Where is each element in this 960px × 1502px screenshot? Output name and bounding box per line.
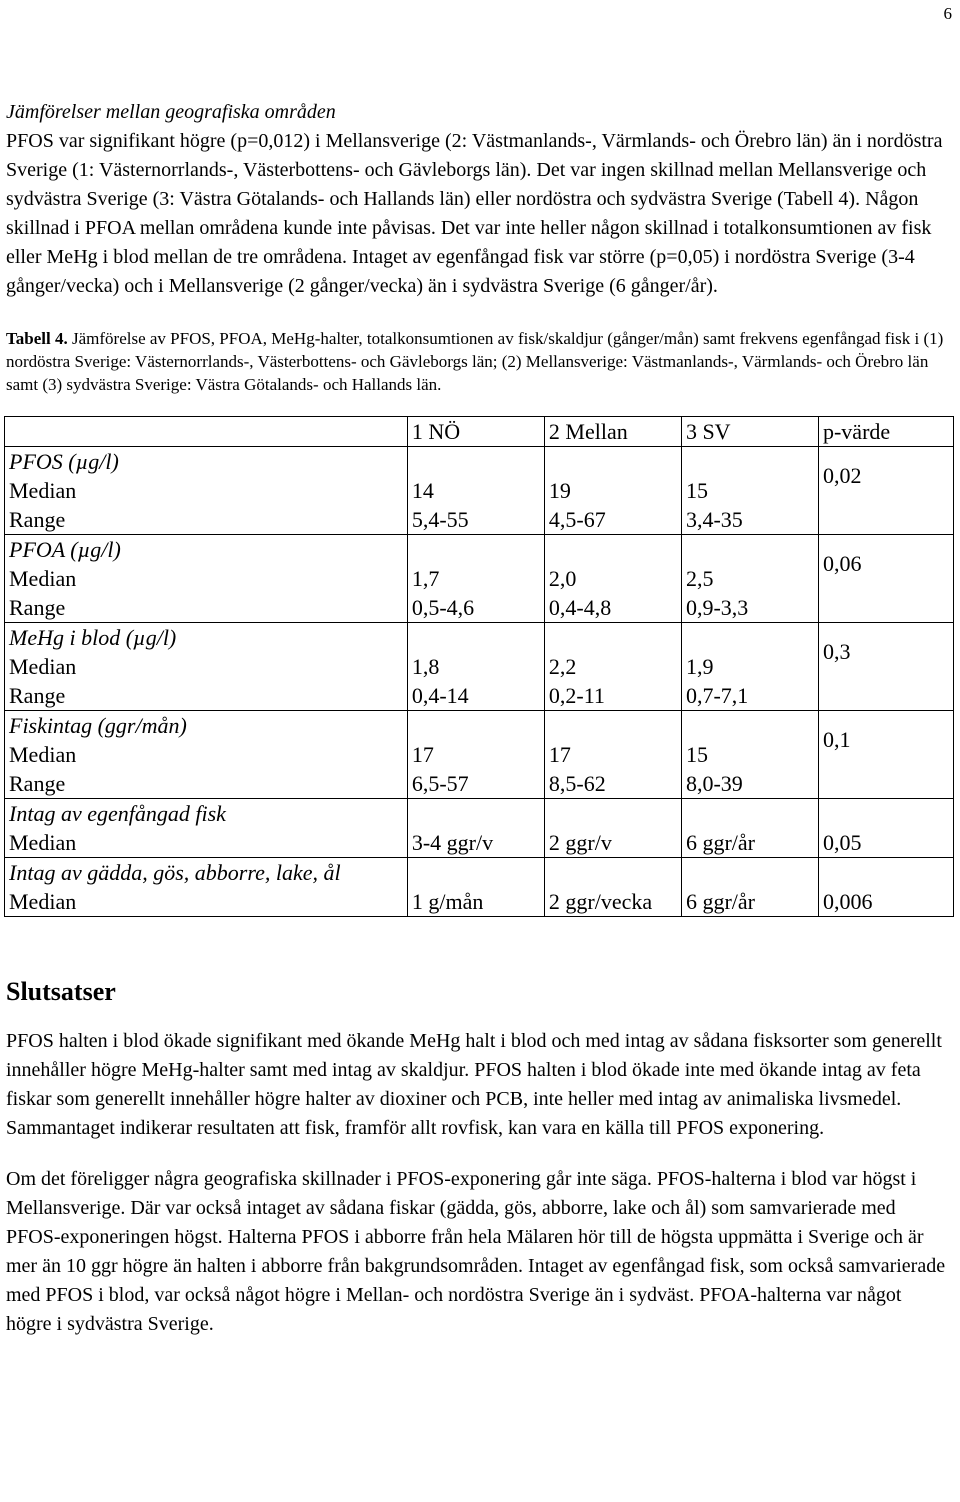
cell-value: 2,0 xyxy=(548,566,577,591)
cell-spacer xyxy=(412,447,540,476)
group-name: Intag av egenfångad fisk xyxy=(9,801,226,826)
cell-spacer xyxy=(412,535,540,564)
row-label: Median xyxy=(9,889,77,914)
page-content xyxy=(6,98,946,1361)
cell-value: 5,4-55 xyxy=(411,507,469,532)
table-row xyxy=(5,447,954,535)
p-value-cell xyxy=(818,711,953,799)
value-cell xyxy=(407,858,544,917)
value-cell xyxy=(681,623,818,711)
cell-spacer xyxy=(823,799,949,828)
cell-value: 6,5-57 xyxy=(411,771,469,796)
cell-value: 0,2-11 xyxy=(548,683,605,708)
cell-spacer xyxy=(686,447,814,476)
p-value: 0,05 xyxy=(822,830,862,855)
value-cell xyxy=(407,535,544,623)
cell-value: 0,4-14 xyxy=(411,683,469,708)
value-cell xyxy=(544,858,681,917)
cell-spacer xyxy=(412,711,540,740)
value-cell xyxy=(544,711,681,799)
group-name: PFOA (µg/l) xyxy=(9,537,121,562)
section-paragraph: PFOS var signifikant högre (p=0,012) i Mellansverige (2: Västmanlands-, Värmlands- och Örebro län) än i nordöstra Sverige (1: Västernorrlands-, Västerbottens- och Gävleborgs län). Det var ingen skillnad mellan Mellansverige och sydvästra Sverige (3: Västra Götalands- och Hallands län) eller nordöstra och sydvästra Sverige (Tabell 4). Någon skillnad i PFOA mellan områdena kunde inte påvisas. Det var inte heller någon skillnad i totalkonsumtionen av fisk eller MeHg i blod mellan de tre områdena. Intaget av egenfångad fisk var större (p=0,05) i nordöstra Sverige (3-4 gånger/vecka) och i Mellansverige (2 gånger/vecka) än i sydvästra Sverige (6 gånger/år). xyxy=(6,130,943,297)
cell-value: 8,0-39 xyxy=(685,771,743,796)
cell-spacer xyxy=(686,858,814,887)
p-value-cell xyxy=(818,623,953,711)
table-caption-label: Tabell 4. xyxy=(6,329,68,348)
cell-spacer xyxy=(686,623,814,652)
value-cell xyxy=(681,535,818,623)
value-cell xyxy=(681,858,818,917)
value-cell xyxy=(544,535,681,623)
cell-value: 8,5-62 xyxy=(548,771,606,796)
conclusions-heading: Slutsatser xyxy=(6,977,116,1006)
p-value-cell xyxy=(818,799,953,858)
p-value-cell xyxy=(818,858,953,917)
cell-value: 1 g/mån xyxy=(411,889,484,914)
row-label-cell xyxy=(5,711,408,799)
cell-value: 1,9 xyxy=(685,654,714,679)
p-value-cell xyxy=(818,447,953,535)
cell-value: 0,4-4,8 xyxy=(548,595,612,620)
cell-value: 6 ggr/år xyxy=(685,830,755,855)
row-label: Median xyxy=(9,566,77,591)
row-label-cell xyxy=(5,623,408,711)
p-value-cell xyxy=(818,535,953,623)
cell-value: 2 ggr/vecka xyxy=(548,889,653,914)
header-cell: 2 Mellan xyxy=(544,417,681,447)
value-cell xyxy=(407,623,544,711)
cell-spacer xyxy=(412,623,540,652)
cell-value: 2,5 xyxy=(685,566,714,591)
table-caption xyxy=(6,327,946,396)
cell-value: 1,8 xyxy=(411,654,440,679)
value-cell xyxy=(407,799,544,858)
cell-spacer xyxy=(412,799,540,828)
table-row xyxy=(5,858,954,917)
cell-spacer xyxy=(549,447,677,476)
conclusion-paragraph: Om det föreligger några geografiska skillnader i PFOS-exponering går inte säga. PFOS-halterna i blod var högst i Mellansverige. Där var också intaget av sådana fiskar (gädda, gös, abborre, lake och ål) som samvarierade med PFOS-exponeringen högst. Halterna PFOS i abborre från hela Mälaren hör till de högsta uppmätta i Sverige och är mer än 10 ggr högre än halten i abborre från bakgrundsområden. Intaget av egenfångad fisk, som också samvarierade med PFOS i blod, var också något högre i Mellan- och nordöstra Sverige än i sydväst. PFOA-halterna var något högre i sydvästra Sverige. xyxy=(6,1168,946,1335)
value-cell xyxy=(407,711,544,799)
cell-spacer xyxy=(549,623,677,652)
cell-value: 17 xyxy=(411,742,434,767)
cell-value: 2,2 xyxy=(548,654,577,679)
cell-value: 2 ggr/v xyxy=(548,830,612,855)
row-label: Range xyxy=(9,507,66,532)
header-cell-empty xyxy=(5,417,408,447)
table-header-row xyxy=(5,417,954,447)
cell-value: 19 xyxy=(548,478,571,503)
cell-spacer xyxy=(686,711,814,740)
group-name: Fiskintag (ggr/mån) xyxy=(9,713,187,738)
table-caption-text: Jämförelse av PFOS, PFOA, MeHg-halter, totalkonsumtionen av fisk/skaldjur (gånger/mån) samt frekvens egenfångad fisk i (1) nordöstra Sverige: Västernorrlands-, Västerbottens- och Gävleborgs län; (2) Mellansverige: Västmanlands-, Värmlands- och Örebro län samt (3) sydvästra Sverige: Västra Götalands- och Hallands län. xyxy=(6,329,944,394)
cell-value: 6 ggr/år xyxy=(685,889,755,914)
cell-spacer xyxy=(412,858,540,887)
header-cell: p-värde xyxy=(818,417,953,447)
cell-spacer xyxy=(686,799,814,828)
value-cell xyxy=(407,447,544,535)
row-label-cell xyxy=(5,799,408,858)
p-value: 0,02 xyxy=(822,463,862,488)
row-label-cell xyxy=(5,858,408,917)
section-heading: Jämförelser mellan geografiska områden xyxy=(6,101,336,123)
p-value: 0,1 xyxy=(822,727,851,752)
p-value: 0,06 xyxy=(822,551,862,576)
cell-spacer xyxy=(686,535,814,564)
row-label: Median xyxy=(9,830,77,855)
row-label: Range xyxy=(9,683,66,708)
cell-value: 0,7-7,1 xyxy=(685,683,749,708)
p-value: 0,006 xyxy=(822,889,873,914)
table-row xyxy=(5,535,954,623)
conclusion-paragraph: PFOS halten i blod ökade signifikant med ökande MeHg halt i blod och med intag av sådana fisksorter som generellt innehåller högre MeHg-halter samt med intag av skaldjur. PFOS halten i blod ökade inte med ökande intag av feta fiskar som generellt innehåller högre halter av dioxiner och PCB, inte heller med intag av animaliska livsmedel. Sammantaget indikerar resultaten att fisk, framför allt rovfisk, kan vara en källa till PFOS exponering. xyxy=(6,1030,942,1139)
value-cell xyxy=(544,623,681,711)
row-label-cell xyxy=(5,535,408,623)
row-label: Median xyxy=(9,654,77,679)
data-table xyxy=(4,416,954,917)
cell-value: 17 xyxy=(548,742,571,767)
table-row xyxy=(5,711,954,799)
cell-value: 3-4 ggr/v xyxy=(411,830,494,855)
value-cell xyxy=(544,447,681,535)
cell-spacer xyxy=(549,799,677,828)
cell-spacer xyxy=(549,535,677,564)
cell-value: 15 xyxy=(685,478,708,503)
cell-spacer xyxy=(823,858,949,887)
table-row xyxy=(5,799,954,858)
row-label: Range xyxy=(9,595,66,620)
group-name: Intag av gädda, gös, abborre, lake, ål xyxy=(9,860,341,885)
cell-value: 0,5-4,6 xyxy=(411,595,475,620)
value-cell xyxy=(544,799,681,858)
p-value: 0,3 xyxy=(822,639,851,664)
header-cell: 3 SV xyxy=(681,417,818,447)
cell-value: 15 xyxy=(685,742,708,767)
row-label-cell xyxy=(5,447,408,535)
cell-value: 0,9-3,3 xyxy=(685,595,749,620)
row-label: Range xyxy=(9,771,66,796)
header-cell: 1 NÖ xyxy=(407,417,544,447)
row-label: Median xyxy=(9,742,77,767)
row-label: Median xyxy=(9,478,77,503)
value-cell xyxy=(681,447,818,535)
table-row xyxy=(5,623,954,711)
cell-value: 14 xyxy=(411,478,434,503)
cell-spacer xyxy=(549,858,677,887)
cell-value: 3,4-35 xyxy=(685,507,743,532)
cell-value: 1,7 xyxy=(411,566,440,591)
value-cell xyxy=(681,711,818,799)
cell-spacer xyxy=(549,711,677,740)
cell-value: 4,5-67 xyxy=(548,507,606,532)
group-name: PFOS (µg/l) xyxy=(9,449,119,474)
page-number: 6 xyxy=(943,4,952,23)
value-cell xyxy=(681,799,818,858)
group-name: MeHg i blod (µg/l) xyxy=(9,625,177,650)
